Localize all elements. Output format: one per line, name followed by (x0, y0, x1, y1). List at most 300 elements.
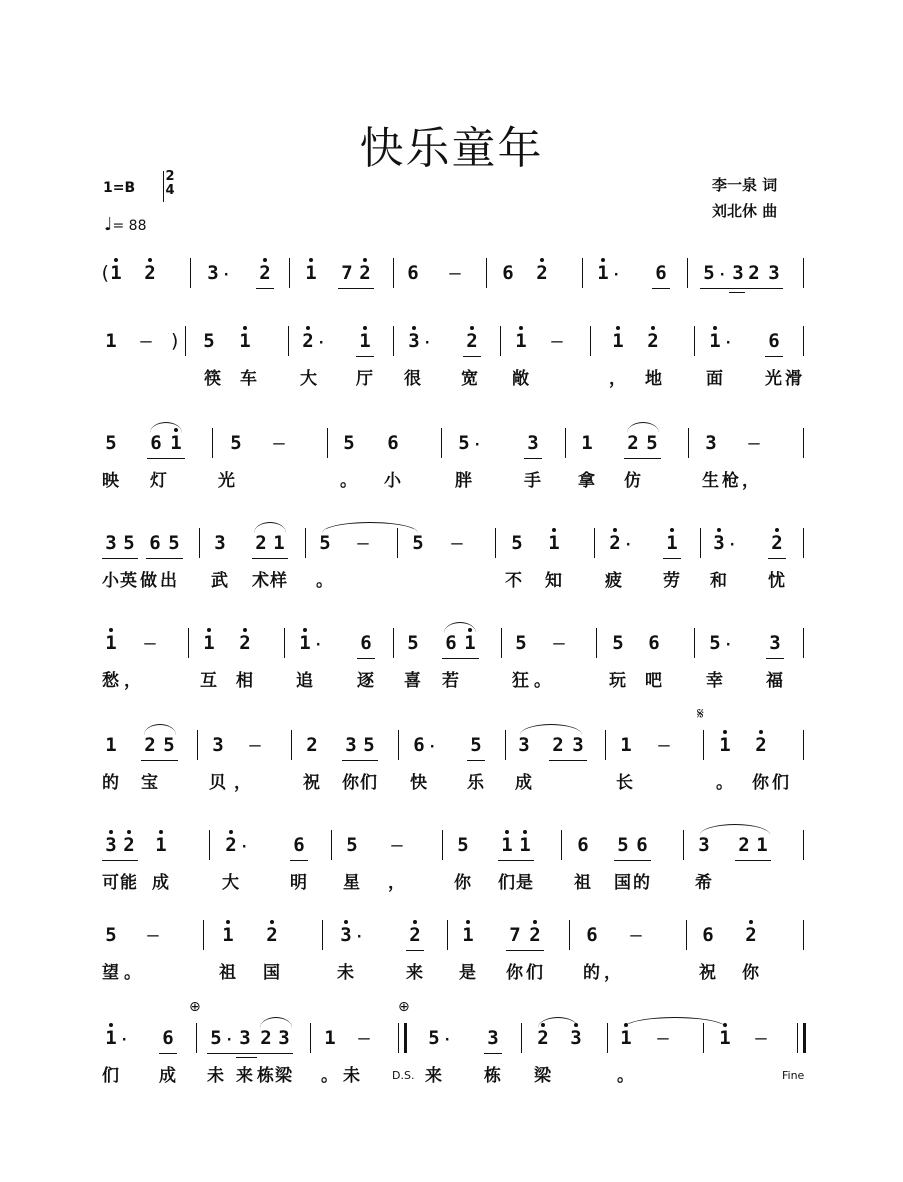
note: 5 · (458, 432, 482, 454)
paren: ) (169, 330, 181, 352)
barline (393, 258, 394, 288)
lyric-char: 祝 (699, 963, 716, 983)
composer: 刘北休 曲 (712, 202, 778, 220)
note: 3 · (710, 532, 728, 554)
note: 3 (345, 734, 357, 756)
lyric-char: 筷 (204, 369, 221, 389)
score-row (0, 704, 903, 800)
underline-beam (102, 558, 138, 559)
octave-dot (717, 528, 721, 532)
note: – (273, 432, 285, 454)
note: 2 (356, 262, 374, 284)
augmentation-dot: · (612, 267, 621, 283)
note: 6 (149, 532, 161, 554)
note: 6 (293, 834, 305, 856)
lyric-char: 吧 (645, 671, 662, 691)
lyric-char: 小 (102, 571, 119, 591)
underline-beam (624, 458, 661, 459)
barline (322, 920, 323, 950)
lyric-char: 。 (321, 1066, 338, 1086)
underline-beam (146, 558, 183, 559)
notes-line (0, 628, 903, 662)
note: 5 (346, 834, 358, 856)
barline (605, 730, 606, 760)
octave-dot (363, 326, 367, 330)
lyric-char: ， (742, 471, 759, 491)
notes-line (0, 999, 903, 1057)
augmentation-dot: · (718, 267, 727, 283)
note: 5 · (709, 632, 733, 654)
note: 2 (644, 330, 662, 352)
octave-dot (243, 326, 247, 330)
note: 6 (360, 632, 372, 654)
underline-beam (357, 658, 375, 659)
note: – (449, 262, 461, 284)
octave-dot (148, 258, 152, 262)
note: 3 (705, 432, 717, 454)
note: 5 · (210, 1027, 234, 1049)
note: 3 (102, 834, 120, 856)
underline-beam (766, 658, 784, 659)
note: 2 (255, 532, 267, 554)
note: 1 (756, 834, 768, 856)
augmentation-dot: · (724, 335, 733, 351)
octave-dot (229, 830, 233, 834)
time-signature (163, 170, 177, 198)
note: 1 (102, 632, 120, 654)
lyric-char: 你 (454, 873, 471, 893)
augmentation-dot: · (314, 637, 323, 653)
lyrics-line (0, 364, 903, 388)
score-row (0, 830, 903, 900)
note: 3 (278, 1027, 290, 1049)
lyric-char: 疲 (605, 571, 622, 591)
note: 3 (567, 1027, 585, 1049)
octave-dot (651, 326, 655, 330)
score-row (0, 428, 903, 498)
barline (686, 920, 687, 950)
barline (196, 1023, 197, 1053)
barline (694, 326, 695, 356)
augmentation-dot: · (423, 335, 432, 351)
lyrics-line (0, 566, 903, 590)
note: 1 (512, 330, 530, 352)
time-bottom: 4 (165, 183, 175, 198)
note: 1 (167, 432, 185, 454)
note: 5 (407, 632, 419, 654)
note: 6 (407, 262, 419, 284)
octave-dot (519, 326, 523, 330)
underline-beam (614, 860, 651, 861)
lyrics-line (0, 768, 903, 792)
octave-dot (613, 528, 617, 532)
note: 2 (533, 262, 551, 284)
note: 1 (663, 532, 681, 554)
lyric-char: 劳 (663, 571, 680, 591)
note: 5 (646, 432, 658, 454)
note: 2 (141, 262, 159, 284)
lyric-char: 你 (742, 963, 759, 983)
underline-beam (102, 860, 138, 861)
note: 3 (212, 734, 224, 756)
lyric-char: 很 (404, 369, 421, 389)
lyric-char: 国 (263, 963, 280, 983)
note: 1 (716, 1027, 734, 1049)
lyric-char: 和 (710, 571, 727, 591)
barline (209, 830, 210, 860)
underline-beam (484, 1053, 502, 1054)
tie-slur (150, 422, 182, 433)
barline (683, 830, 684, 860)
note: 1 (545, 532, 563, 554)
barline (505, 730, 506, 760)
lyric-char: 忧 (768, 571, 785, 591)
note: 5 (123, 532, 135, 554)
note: 7 (509, 924, 521, 946)
note: 2 (738, 834, 750, 856)
score-row (0, 628, 903, 698)
note: 5 (343, 432, 355, 454)
augmentation-dot: · (728, 537, 737, 553)
underline-beam (467, 760, 485, 761)
barline (561, 830, 562, 860)
underline-beam (356, 356, 374, 357)
lyric-char: 的 (633, 873, 650, 893)
barline (185, 326, 186, 356)
lyric-char: 的 (102, 773, 119, 793)
lyric-char: 逐 (357, 671, 374, 691)
note: 1 (461, 632, 479, 654)
note: 1 (302, 262, 320, 284)
note: 1 · (706, 330, 724, 352)
note: 2 (120, 834, 138, 856)
lyric-char: 知 (545, 571, 562, 591)
barline (803, 428, 804, 458)
octave-dot (344, 920, 348, 924)
augmentation-dot: · (473, 437, 482, 453)
lyric-char: 来 (406, 963, 423, 983)
notes-line (0, 704, 903, 764)
octave-dot (243, 628, 247, 632)
note: 2 (236, 632, 254, 654)
octave-dot (713, 326, 717, 330)
octave-dot (109, 1023, 113, 1027)
lyric-char: 未 (337, 963, 354, 983)
underline-beam (290, 860, 308, 861)
octave-dot (114, 258, 118, 262)
note: 2 (552, 734, 564, 756)
barline (803, 730, 804, 760)
barline (188, 628, 189, 658)
lyric-char: 。 (617, 1066, 634, 1086)
note: 3 (518, 734, 530, 756)
notes-line (0, 258, 903, 292)
barline (397, 528, 398, 558)
fine-mark: Fine (782, 1069, 805, 1082)
tie-slur (624, 1017, 726, 1028)
note: 6 (150, 432, 162, 454)
note: 2 (406, 924, 424, 946)
note: 5 · (703, 262, 727, 284)
augmentation-dot: · (443, 1032, 452, 1048)
underline-beam (442, 658, 479, 659)
lyric-char: 未 (207, 1066, 224, 1086)
note: – (249, 734, 261, 756)
tie-slur (627, 422, 659, 433)
note: 1 (716, 734, 734, 756)
barline (596, 628, 597, 658)
lyric-char: 幸 (706, 671, 723, 691)
lyric-char: 长 (616, 773, 633, 793)
underline-beam (236, 1057, 257, 1058)
note: 3 · (337, 924, 355, 946)
note: 5 (363, 734, 375, 756)
augmentation-dot: · (240, 839, 249, 855)
note: – (144, 632, 156, 654)
note: – (748, 432, 760, 454)
lyric-char: 大 (222, 873, 239, 893)
note: 1 (620, 734, 632, 756)
lyric-char: 枪 (722, 471, 739, 491)
tie-slur (260, 1017, 292, 1028)
barline (393, 628, 394, 658)
octave-dot (309, 258, 313, 262)
barline (521, 1023, 522, 1053)
note: – (755, 1027, 767, 1049)
lyric-char: 面 (706, 369, 723, 389)
note: 3 (732, 262, 744, 284)
lyric-char: 拿 (578, 471, 595, 491)
lyric-char: 狂 (512, 671, 529, 691)
lyric-char: 不 (505, 571, 522, 591)
tie-slur (444, 622, 476, 633)
notes-line (0, 830, 903, 864)
lyrics-line (0, 1061, 903, 1085)
octave-dot (470, 326, 474, 330)
note: 2 (742, 924, 760, 946)
barline (288, 326, 289, 356)
note: – (358, 1027, 370, 1049)
lyric-char: 国 (614, 873, 631, 893)
barline (310, 1023, 311, 1053)
barline (687, 258, 688, 288)
lyric-char: 宽 (461, 369, 478, 389)
note: 5 (163, 734, 175, 756)
lyric-char: 灯 (150, 471, 167, 491)
note: 2 (263, 924, 281, 946)
lyric-char: 可 (102, 873, 119, 893)
score-row (0, 920, 903, 990)
note: 6 (162, 1027, 174, 1049)
barline (190, 258, 191, 288)
tempo-value: = 88 (112, 218, 147, 234)
barline (331, 830, 332, 860)
note: 2 (534, 1027, 552, 1049)
note: 6 · (413, 734, 437, 756)
note: 1 (324, 1027, 336, 1049)
tie-slur (520, 724, 582, 735)
lyric-char: 映 (102, 471, 119, 491)
note: 3 · (405, 330, 423, 352)
tie-slur (700, 824, 770, 835)
note: 3 (105, 532, 117, 554)
underline-beam (252, 558, 288, 559)
barline (291, 730, 292, 760)
lyric-char: 。 (340, 471, 357, 491)
ds-mark: D.S. (392, 1069, 415, 1082)
barline (688, 428, 689, 458)
note: 3 (239, 1027, 251, 1049)
barline (442, 830, 443, 860)
note: 7 (341, 262, 353, 284)
note: 6 (768, 330, 780, 352)
note: 1 · (594, 262, 612, 284)
note: 2 (463, 330, 481, 352)
note: 5 (511, 532, 523, 554)
note: 3 (769, 632, 781, 654)
lyric-char: 快 (410, 773, 427, 793)
note: 2 · (606, 532, 624, 554)
lyric-char: 互 (200, 671, 217, 691)
note: 5 (617, 834, 629, 856)
note: 1 (105, 330, 117, 352)
lyrics-line (0, 666, 903, 690)
score-row (0, 258, 903, 328)
lyric-char: 是 (516, 873, 533, 893)
lyrics-line (0, 958, 903, 982)
lyric-char: 。 (316, 571, 333, 591)
quarter-note-icon: ♩ (104, 214, 113, 235)
barline (703, 1023, 704, 1053)
lyric-char: 若 (442, 671, 459, 691)
note: 1 (356, 330, 374, 352)
note: 3 (527, 432, 539, 454)
barline (501, 628, 502, 658)
score-row (0, 326, 903, 396)
octave-dot (109, 830, 113, 834)
lyric-char: 能 (120, 873, 137, 893)
barline (569, 920, 570, 950)
octave-dot (775, 528, 779, 532)
lyric-char: 仿 (624, 471, 641, 491)
octave-dot (759, 730, 763, 734)
octave-dot (601, 258, 605, 262)
notes-line (0, 920, 903, 954)
augmentation-dot: · (428, 739, 437, 755)
lyric-char: 光 (218, 471, 235, 491)
lyric-char: 祖 (219, 963, 236, 983)
lyric-char: 敞 (512, 369, 529, 389)
lyric-char: 英 (120, 571, 137, 591)
underline-beam (735, 860, 771, 861)
barline (393, 326, 394, 356)
lyric-char: 术 (252, 571, 269, 591)
final-barline (398, 1023, 407, 1053)
note: 5 · (428, 1027, 452, 1049)
octave-dot (533, 920, 537, 924)
lyrics-line (0, 868, 903, 892)
final-barline (797, 1023, 806, 1053)
tie-slur (254, 522, 286, 533)
note: 1 (219, 924, 237, 946)
octave-dot (523, 830, 527, 834)
note: 1 (609, 330, 627, 352)
lyric-char: 的 (583, 963, 600, 983)
lyric-char: 梁 (275, 1066, 292, 1086)
lyric-char: 来 (236, 1066, 253, 1086)
augmentation-dot: · (624, 537, 633, 553)
tie-slur (322, 522, 418, 533)
note: 5 (470, 734, 482, 756)
barline (284, 628, 285, 658)
underline-beam (663, 558, 681, 559)
note: 6 (577, 834, 589, 856)
octave-dot (723, 730, 727, 734)
lyric-char: 。 (716, 773, 733, 793)
note: 1 (459, 924, 477, 946)
barline (607, 1023, 608, 1053)
lyric-char: 追 (296, 671, 313, 691)
lyric-char: 祝 (303, 773, 320, 793)
underline-beam (463, 356, 481, 357)
octave-dot (540, 258, 544, 262)
note: 1 (617, 1027, 635, 1049)
octave-dot (306, 326, 310, 330)
octave-dot (552, 528, 556, 532)
lyric-char: 希 (695, 873, 712, 893)
lyric-char: 光 (765, 369, 782, 389)
note: 2 (748, 262, 760, 284)
barline (803, 830, 804, 860)
lyric-char: 明 (290, 873, 307, 893)
lyric-char: 大 (300, 369, 317, 389)
note: 2 · (222, 834, 240, 856)
note: 1 (236, 330, 254, 352)
note: 2 (768, 532, 786, 554)
lyric-char: 。 (534, 671, 551, 691)
note: – (147, 924, 159, 946)
lyric-char: 相 (236, 671, 253, 691)
note: 2 · (299, 330, 317, 352)
note: 1 · (296, 632, 314, 654)
note: – (658, 734, 670, 756)
lyric-char: 胖 (455, 471, 472, 491)
lyric-char: 你 (752, 773, 769, 793)
augmentation-dot: · (225, 1032, 234, 1048)
note: 6 (655, 262, 667, 284)
lyric-char: 福 (766, 671, 783, 691)
octave-dot (363, 258, 367, 262)
note: 5 (105, 432, 117, 454)
octave-dot (303, 628, 307, 632)
lyric-char: 玩 (609, 671, 626, 691)
note: 3 (487, 1027, 499, 1049)
lyric-char: 手 (524, 471, 541, 491)
lyric-char: 们 (772, 773, 789, 793)
lyric-char: 。 (124, 963, 141, 983)
lyric-char: 是 (459, 963, 476, 983)
lyric-char: 栋 (484, 1066, 501, 1086)
segno-icon: 𝄋 (697, 704, 704, 723)
octave-dot (412, 326, 416, 330)
lyric-char: 祖 (574, 873, 591, 893)
octave-dot (670, 528, 674, 532)
lyric-char: 成 (152, 873, 169, 893)
underline-beam (338, 288, 374, 289)
lyric-char: 你 (506, 963, 523, 983)
note: 6 (445, 632, 457, 654)
underline-beam (342, 760, 378, 761)
